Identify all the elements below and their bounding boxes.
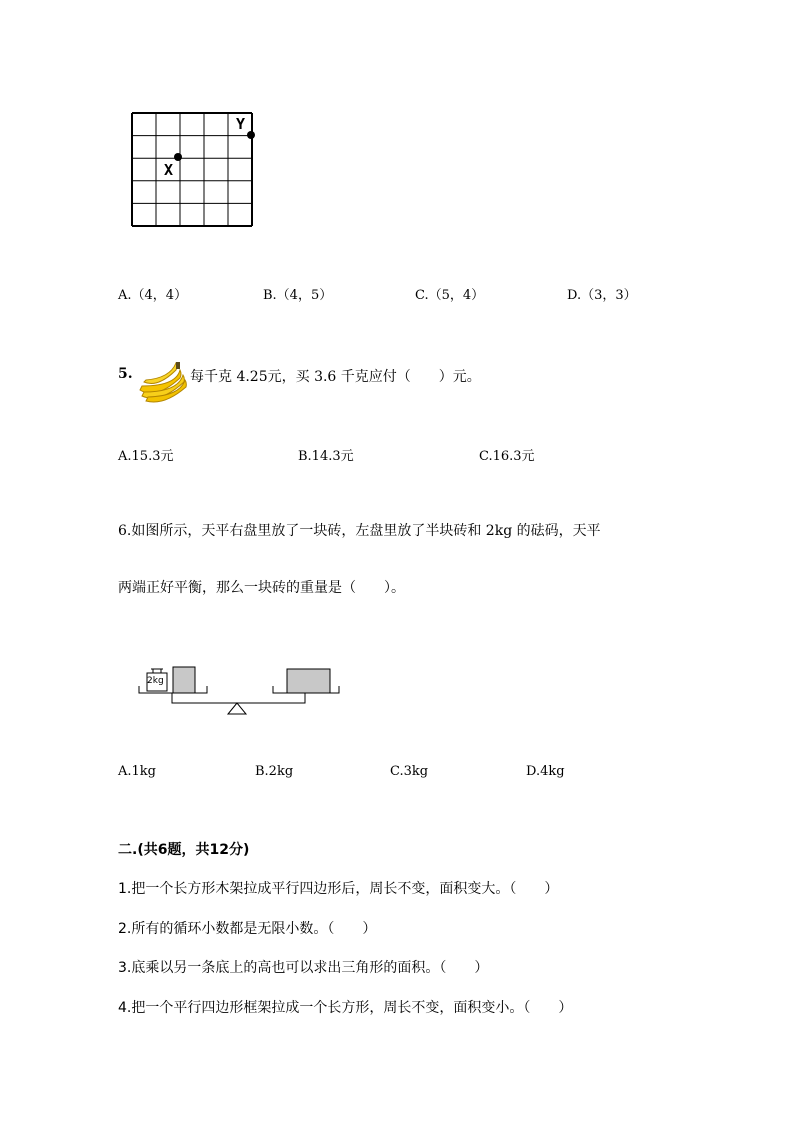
q5-text: 每千克 4.25元，买 3.6 千克应付（ ）元。	[190, 369, 481, 385]
q5-option-b: B.14.3元	[298, 449, 354, 464]
section2-item-3: 3.底乘以另一条底上的高也可以求出三角形的面积。（ ）	[118, 960, 489, 976]
q5-option-c: C.16.3元	[479, 449, 535, 464]
q6-option-b: B.2kg	[255, 764, 294, 779]
q5-number: 5.	[118, 366, 133, 382]
section2-item-1: 1.把一个长方形木架拉成平行四边形后，周长不变，面积变大。（ ）	[118, 881, 559, 897]
q4-option-c: C.（5，4）	[415, 288, 485, 303]
q6-text-line2: 两端正好平衡，那么一块砖的重量是（ ）。	[118, 580, 405, 596]
whole-brick	[287, 669, 330, 693]
q5-option-a: A.15.3元	[118, 449, 174, 464]
point-x-label: X	[164, 161, 174, 179]
section2-heading: 二.(共6题，共12分)	[118, 842, 250, 858]
q4-option-d: D.（3，3）	[567, 288, 637, 303]
q6-option-c: C.3kg	[390, 764, 429, 779]
point-y-label: Y	[236, 115, 246, 133]
scale-fulcrum	[228, 703, 246, 714]
weight-label: 2kg	[147, 676, 164, 686]
q6-option-a: A.1kg	[118, 764, 156, 779]
q6-text-line1: 6.如图所示，天平右盘里放了一块砖，左盘里放了半块砖和 2kg 的砝码，天平	[118, 523, 601, 539]
q6-option-d: D.4kg	[526, 764, 565, 779]
section2-item-4: 4.把一个平行四边形框架拉成一个长方形，周长不变，面积变小。（ ）	[118, 1000, 573, 1016]
q4-option-b: B.（4，5）	[263, 288, 333, 303]
section2-item-2: 2.所有的循环小数都是无限小数。（ ）	[118, 921, 377, 937]
q4-option-a: A.（4，4）	[118, 288, 188, 303]
half-brick	[173, 667, 195, 693]
scale-beam	[172, 693, 305, 703]
